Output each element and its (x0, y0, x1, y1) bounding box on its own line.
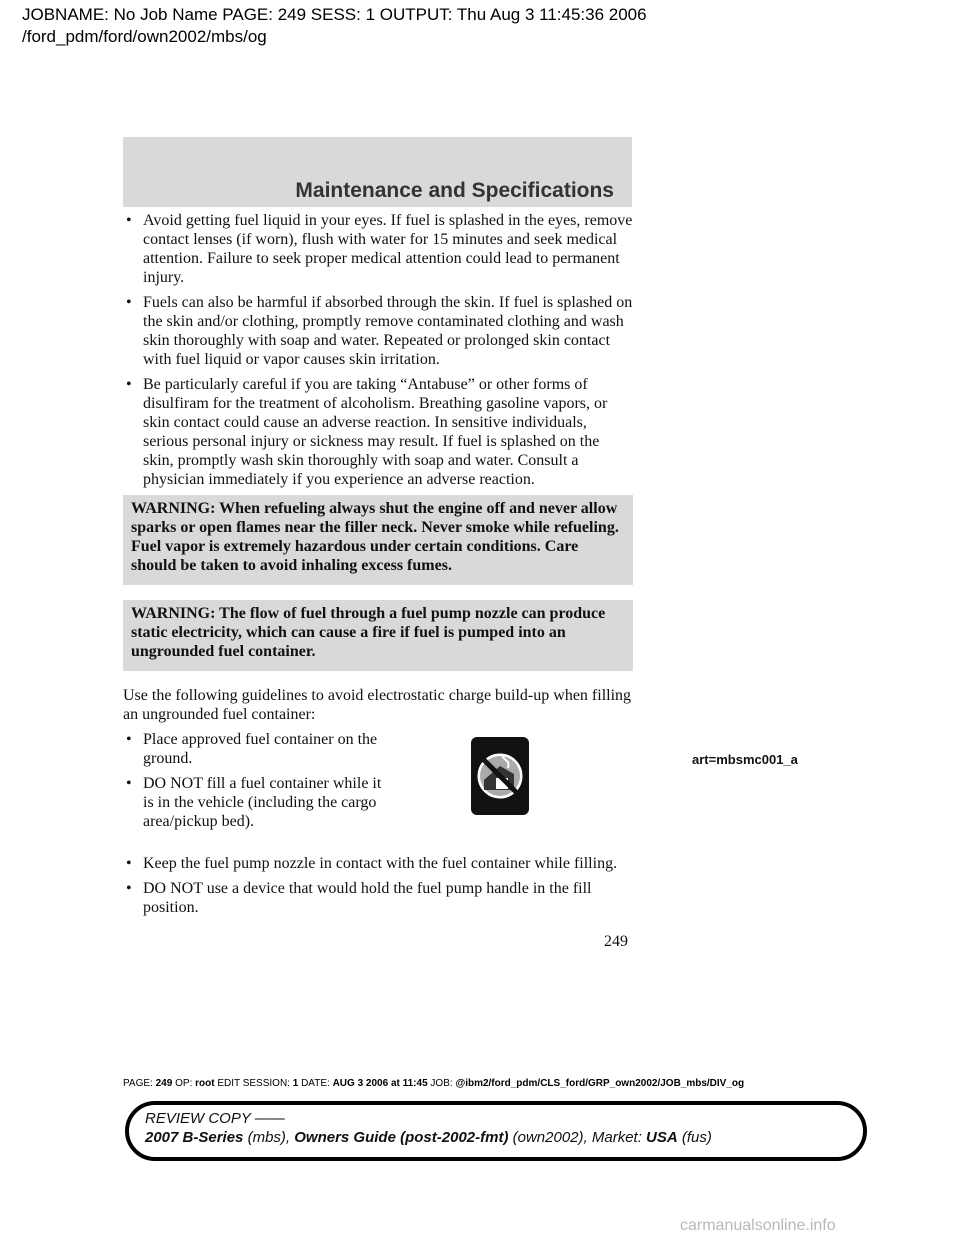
section-header (123, 137, 632, 207)
footer-edit-label: EDIT SESSION: (217, 1078, 290, 1089)
footer-job-label: JOB: (430, 1078, 453, 1089)
print-info-footer (123, 1078, 744, 1089)
bullet-text: DO NOT fill a fuel container while it is in the vehicle (including the cargo area/pickup bed). (143, 775, 382, 830)
watermark: carmanualsonline.info (680, 1217, 836, 1234)
bullet-item: • Be particularly careful if you are taking “Antabuse” or other forms of disulfiram for the treatment of alcoholism. Breathing gasoline vapors, or skin contact could cause an adverse reaction. In sensitive individuals, serious personal injury or sickness may result. If fuel is splashed on the skin, promptly wash skin thoroughly with soap and water. Consult a physician immediately if you experience an adverse reaction. (126, 376, 608, 488)
review-guide-code: (own2002) (512, 1129, 584, 1146)
footer-op-label: OP: (175, 1078, 193, 1089)
bullet-text: DO NOT use a device that would hold the fuel pump handle in the fill position. (143, 880, 592, 916)
warning-box: WARNING: When refueling always shut the engine off and never allow sparks or open flames near the filler neck. Never smoke while refueling. Fuel vapor is extremely hazardous under certain conditions. Care should be taken to avoid inhaling excess fumes. (123, 495, 633, 585)
page-body (123, 211, 633, 923)
bullet-item: • DO NOT fill a fuel container while it is in the vehicle (including the cargo area/pickup bed). (126, 775, 382, 830)
section-title: Maintenance and Specifications (295, 179, 614, 202)
page-number: 249 (604, 933, 628, 950)
footer-page-value: 249 (155, 1078, 173, 1089)
review-market: USA (646, 1129, 678, 1146)
no-fuel-container-in-vehicle-icon (470, 736, 530, 821)
review-model: 2007 B-Series (145, 1129, 244, 1146)
review-guide: Owners Guide (post-2002-fmt) (294, 1129, 509, 1146)
review-copy-box (125, 1101, 867, 1161)
review-market-code: (fus) (681, 1129, 712, 1146)
bullet-item: • DO NOT use a device that would hold the fuel pump handle in the fill position. (126, 880, 592, 916)
bullet-item: • Place approved fuel container on the ground. (126, 731, 378, 767)
footer-date-value: AUG 3 2006 at 11:45 (332, 1078, 428, 1089)
job-header-line1: JOBNAME: No Job Name PAGE: 249 SESS: 1 OUTPUT: Thu Aug 3 11:45:36 2006 (22, 5, 647, 24)
bullet-text: Place approved fuel container on the ground. (143, 731, 378, 767)
job-header-line2: /ford_pdm/ford/own2002/mbs/og (22, 27, 267, 46)
bullet-text: Avoid getting fuel liquid in your eyes. If fuel is splashed in the eyes, remove contact lenses (if worn), flush with water for 15 minutes and seek medical attention. Failure to seek proper medical attention could lead to permanent injury. (143, 212, 633, 286)
bullet-text: Keep the fuel pump nozzle in contact with the fuel container while filling. (143, 855, 618, 872)
bullet-text: Fuels can also be harmful if absorbed through the skin. If fuel is splashed on the skin and/or clothing, promptly remove contaminated clothing and wash skin thoroughly with soap and water. Repeated or prolonged skin contact with fuel liquid or vapor causes skin irritation. (143, 294, 633, 368)
bullet-text: Be particularly careful if you are taking “Antabuse” or other forms of disulfiram for the treatment of alcoholism. Breathing gasoline vapors, or skin contact could cause an adverse reaction. In sensitive individuals, serious personal injury or sickness may result. If fuel is splashed on the skin, promptly wash skin thoroughly with soap and water. Consult a physician immediately if you experience an adverse reaction. (143, 376, 608, 488)
review-copy-label: REVIEW COPY —— (145, 1110, 285, 1127)
guidelines-intro: Use the following guidelines to avoid electrostatic charge build-up when filling an ungrounded fuel container: (123, 687, 632, 723)
bullet-item: • Avoid getting fuel liquid in your eyes. If fuel is splashed in the eyes, remove contact lenses (if worn), flush with water for 15 minutes and seek medical attention. Failure to seek proper medical attention could lead to permanent injury. (126, 212, 633, 286)
footer-date-label: DATE: (301, 1078, 330, 1089)
guidelines-with-figure (123, 730, 633, 854)
footer-job-value: @ibm2/ford_pdm/CLS_ford/GRP_own2002/JOB_mbs/DIV_og (455, 1078, 745, 1089)
warning-box: WARNING: The flow of fuel through a fuel pump nozzle can produce static electricity, which can cause a fire if fuel is pumped into an ungrounded fuel container. (123, 600, 633, 671)
art-reference: art=mbsmc001_a (692, 752, 798, 767)
footer-op-value: root (195, 1078, 215, 1089)
review-copy-details: 2007 B-Series (mbs), Owners Guide (post-2002-fmt) (own2002), Market: USA (fus) (145, 1129, 712, 1146)
review-market-label: Market: (591, 1129, 642, 1146)
job-header (22, 4, 647, 48)
review-model-code: (mbs) (247, 1129, 286, 1146)
footer-edit-value: 1 (292, 1078, 299, 1089)
bullet-item: • Keep the fuel pump nozzle in contact with the fuel container while filling. (126, 855, 618, 872)
footer-page-label: PAGE: (123, 1078, 153, 1089)
bullet-item: • Fuels can also be harmful if absorbed through the skin. If fuel is splashed on the skin and/or clothing, promptly remove contaminated clothing and wash skin thoroughly with soap and water. Repeated or prolonged skin contact with fuel liquid or vapor causes skin irritation. (126, 294, 633, 368)
